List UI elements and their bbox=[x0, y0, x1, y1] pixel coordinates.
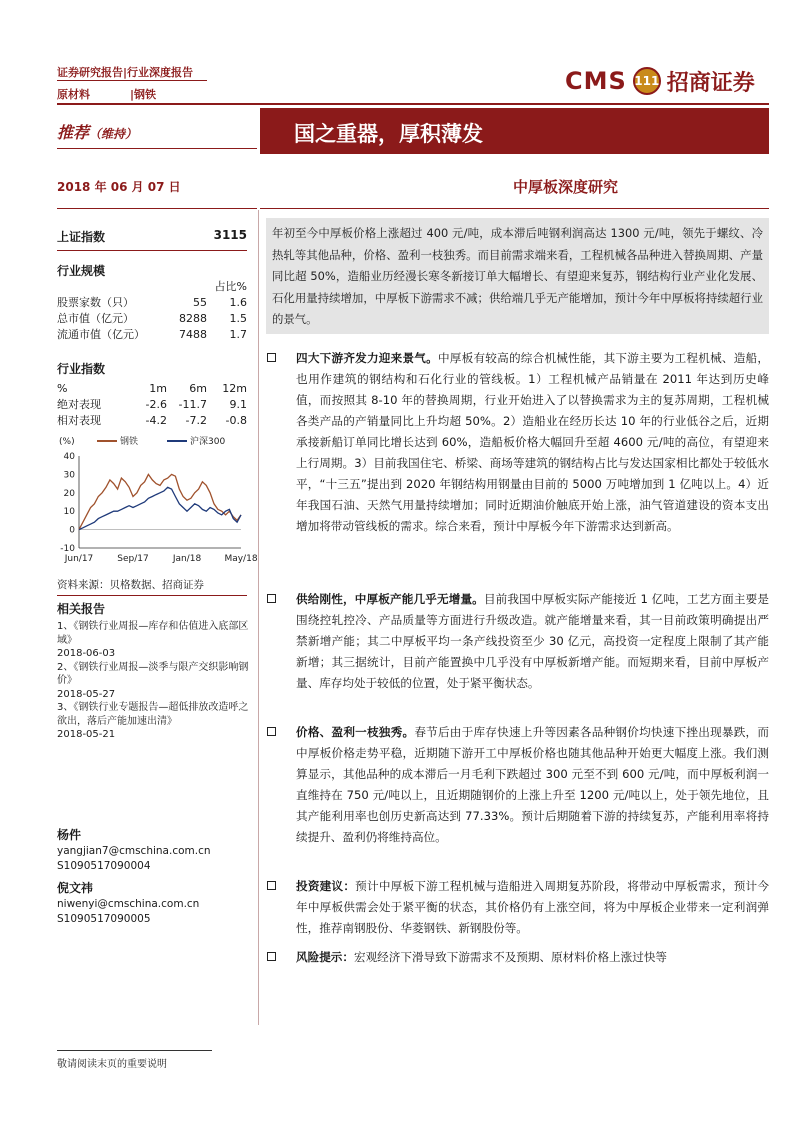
row-label: 股票家数（只） bbox=[57, 296, 134, 309]
analyst-id: S1090517090005 bbox=[57, 913, 151, 925]
date-divider bbox=[57, 208, 257, 209]
report-date: 2018 年 06 月 07 日 bbox=[57, 180, 181, 194]
y-tick-label: 30 bbox=[63, 470, 75, 481]
table-row bbox=[57, 412, 247, 428]
related-report-title: 3、《钢铁行业专题报告—超低排放改造呼之欲出，落后产能加速出清》 bbox=[57, 702, 249, 727]
sector-label: |钢铁 bbox=[130, 88, 157, 101]
header-divider bbox=[57, 80, 207, 81]
y-tick-label: 20 bbox=[63, 488, 75, 499]
col-header: 6m bbox=[189, 381, 207, 395]
table-row bbox=[57, 326, 247, 342]
analyst-block bbox=[57, 828, 211, 875]
analyst-id: S1090517090004 bbox=[57, 860, 151, 872]
row-pct: 1.5 bbox=[229, 311, 247, 325]
row-value: 55 bbox=[193, 295, 207, 309]
rating bbox=[57, 120, 137, 143]
logo-en: CMS bbox=[565, 67, 627, 95]
col-header: 1m bbox=[149, 381, 167, 395]
row-label: 相对表现 bbox=[57, 414, 101, 427]
row-value: 7488 bbox=[179, 327, 207, 341]
row-label: 流通市值（亿元） bbox=[57, 328, 145, 341]
point-text: 中厚板有较高的综合机械性能，其下游主要为工程机械、造船，也用作建筑的钢结构和石化行业的管线板。1）工程机械产品销量在 2011 年达到历史峰值，而按照其 8-10 年的替换周期，行业开始进入了以替换需求为主的复苏周期，工程机械各类产品的产销量同比上升均超 50%。2）造船业在经历长达 10 年的行业低谷之后，近期承接新船订单同比增长达到 60%，造船板价格大幅回升至超 4600 元/吨的高位，有望迎来上行周期。3）目前我国住宅、桥梁、商场等建筑的钢结构占比与发达国家相比都处于较低水平，“十三五”提出到 2020 年钢结构用钢量由目前的 5000 万吨增加到 1 亿吨以上。4）近年我国石油、天然气用量持续增加；同时近期油价触底开始上涨，油气管道建设的资本支出增加将带动管线板的需求。综合来看，预计中厚板今年下游需求达到新高。 bbox=[296, 351, 769, 533]
row-pct: 1.7 bbox=[229, 327, 247, 341]
summary-box: 年初至今中厚板价格上涨超过 400 元/吨，成本滞后吨钢利润高达 1300 元/吨，领先于螺纹、冷热轧等其他品种，价格、盈利一枝独秀。而目前需求端来看，工程机械各品种进入替换周期、产量同比超 50%，造船业历经漫长寒冬新接订单大幅增长、有望迎来复苏，钢结构行业产业化发展、石化用量持续增加，中厚板下游需求不减；供给端几乎无产能增加，预计今年中厚板将持续超行业的景气。 bbox=[266, 218, 769, 334]
table-row bbox=[57, 310, 247, 326]
index-value: 3115 bbox=[213, 228, 247, 242]
col-header: % bbox=[57, 381, 68, 395]
chart-ylabel: (%) bbox=[59, 437, 75, 447]
table-header-row bbox=[57, 278, 247, 294]
point-lead: 价格、盈利一枝独秀。 bbox=[296, 725, 415, 739]
point-price bbox=[266, 722, 769, 848]
footer-note: 敬请阅读末页的重要说明 bbox=[57, 1059, 167, 1070]
industry-index-title: 行业指数 bbox=[57, 362, 106, 376]
y-tick-label: -10 bbox=[60, 544, 75, 554]
related-report-item[interactable] bbox=[57, 661, 252, 702]
point-lead: 风险提示： bbox=[296, 950, 354, 964]
col-header: 12m bbox=[222, 381, 247, 395]
related-report-date: 2018-05-21 bbox=[57, 729, 116, 740]
analyst-name: 杨件 bbox=[57, 828, 82, 842]
row-value: -11.7 bbox=[178, 397, 207, 411]
analyst-block bbox=[57, 881, 199, 928]
row-value: 9.1 bbox=[229, 397, 247, 411]
table-header-row bbox=[57, 380, 247, 396]
table-row bbox=[57, 396, 247, 412]
source-divider bbox=[57, 595, 247, 596]
related-report-item[interactable] bbox=[57, 701, 252, 742]
point-lead: 投资建议： bbox=[296, 879, 356, 893]
row-label: 总市值（亿元） bbox=[57, 312, 134, 325]
rating-divider bbox=[57, 148, 257, 149]
column-divider bbox=[258, 210, 259, 1025]
related-reports-title: 相关报告 bbox=[57, 602, 106, 616]
report-category bbox=[57, 86, 156, 102]
point-text: 宏观经济下滑导致下游需求不及预期、原材料价格上涨过快等 bbox=[353, 950, 668, 964]
analyst-email[interactable]: niwenyi@cmschina.com.cn bbox=[57, 897, 200, 910]
industry-scale-title: 行业规模 bbox=[57, 264, 106, 278]
logo-cn: 招商证券 bbox=[666, 70, 755, 96]
performance-chart bbox=[57, 432, 258, 572]
point-text: 目前我国中厚板实际产能接近 1 亿吨，工艺方面主要是围绕控轧控冷、产品质量等方面进行升级改造。就产能增量来看，其一目前政策明确提出严禁新增产能；其二中厚板平均一条产线投资至少 30 亿元，高投资一定程度上限制了其产能新增；其三据统计，目前产能置换中几乎没有中厚板新增产能。而短期来看，目前中厚板产量、库存均处于较低的位置，处于紧平衡状态。 bbox=[296, 592, 769, 690]
point-supply bbox=[266, 589, 769, 694]
category-label: 原材料 bbox=[57, 88, 90, 101]
related-reports-list bbox=[57, 620, 252, 742]
report-type: 证券研究报告|行业深度报告 bbox=[57, 66, 194, 79]
point-lead: 四大下游齐发力迎来景气。 bbox=[296, 351, 438, 365]
footer-divider bbox=[57, 1050, 212, 1051]
row-pct: 1.6 bbox=[229, 295, 247, 309]
index-label: 上证指数 bbox=[57, 230, 106, 244]
report-subtitle: 中厚板深度研究 bbox=[512, 178, 618, 196]
x-tick-label: Jun/17 bbox=[64, 554, 94, 564]
point-risk bbox=[266, 947, 769, 968]
analyst-name: 倪文祎 bbox=[57, 881, 94, 895]
related-report-date: 2018-05-27 bbox=[57, 688, 116, 700]
report-title: 国之重器，厚积薄发 bbox=[260, 108, 769, 154]
industry-index-table bbox=[57, 380, 247, 428]
x-tick-label: May/18 bbox=[224, 554, 258, 564]
legend-label: 钢铁 bbox=[120, 437, 139, 447]
chart-source: 资料来源：贝格数据、招商证券 bbox=[57, 579, 204, 591]
point-text: 预计中厚板下游工程机械与造船进入周期复苏阶段，将带动中厚板需求，预计今年中厚板供需会处于紧平衡的状态，其价格仍有上涨空间，将为中厚板企业带来一定利润弹性，推荐南钢股份、华菱钢铁、新钢股份等。 bbox=[296, 879, 769, 935]
table-row bbox=[57, 294, 247, 310]
x-tick-label: Sep/17 bbox=[117, 554, 149, 564]
y-tick-label: 10 bbox=[63, 507, 75, 518]
point-lead: 供给刚性，中厚板产能几乎无增量。 bbox=[296, 592, 484, 606]
analyst-email[interactable]: yangjian7@cmschina.com.cn bbox=[57, 844, 211, 857]
subtitle-divider bbox=[260, 208, 769, 209]
point-text: 春节后由于库存快速上升等因素各品种钢价均快速下挫出现暴跌，而中厚板价格走势平稳，近期随下游开工中厚板价格也随其他品种开始更大幅度上涨。我们测算显示，其他品种的成本滞后一月毛利下跌超过 300 元至不到 600 元/吨，而中厚板利润一直维持在 750 元/吨以上，且近期随钢价的上涨上升至 1200 元/吨以上，处于领先地位，且其产能利用率也创历史新高达到 77.33%。预计后期随着下游的持续复苏，产能利用率将持续提升、盈利仍将维持高位。 bbox=[296, 725, 769, 844]
point-investment bbox=[266, 876, 769, 939]
related-report-item[interactable] bbox=[57, 620, 252, 661]
market-index bbox=[57, 228, 247, 245]
rating-label: 推荐 bbox=[57, 123, 90, 142]
legend-label: 沪深300 bbox=[190, 437, 226, 447]
rating-sub: （维持） bbox=[89, 127, 138, 141]
x-tick-label: Jan/18 bbox=[172, 554, 202, 564]
index-divider bbox=[57, 250, 247, 251]
row-value: -7.2 bbox=[185, 413, 207, 427]
series-line bbox=[79, 474, 241, 529]
related-report-title: 2、《钢铁行业周报—淡季与限产交织影响钢价》 bbox=[57, 661, 249, 686]
related-report-date: 2018-06-03 bbox=[57, 648, 116, 659]
point-demand bbox=[266, 348, 769, 537]
row-label: 绝对表现 bbox=[57, 398, 101, 411]
row-value: -0.8 bbox=[225, 413, 247, 427]
top-divider bbox=[57, 103, 769, 105]
row-value: -2.6 bbox=[145, 397, 167, 411]
row-value: -4.2 bbox=[145, 413, 167, 427]
related-report-title: 1、《钢铁行业周报—库存和估值进入底部区域》 bbox=[57, 621, 249, 646]
cms-logo bbox=[565, 63, 755, 99]
y-tick-label: 40 bbox=[63, 452, 75, 462]
y-tick-label: 0 bbox=[69, 525, 75, 536]
pct-header: 占比% bbox=[214, 280, 247, 293]
row-value: 8288 bbox=[179, 311, 207, 325]
logo-badge-icon: 111 bbox=[633, 67, 661, 95]
industry-scale-table bbox=[57, 278, 247, 342]
